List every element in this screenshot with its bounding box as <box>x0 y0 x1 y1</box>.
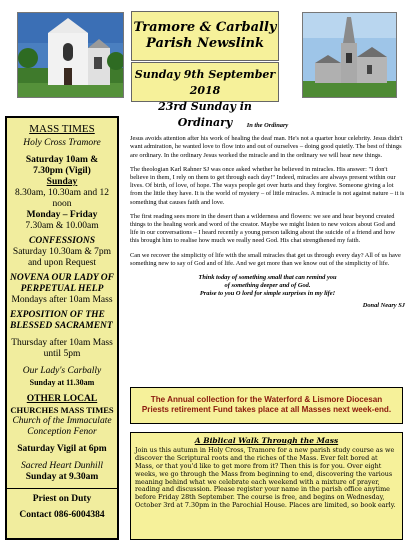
prayer-line-2: of something deeper and of God. <box>224 282 311 290</box>
church-holy-cross: Holy Cross Tramore <box>23 138 101 148</box>
reflection-article <box>130 122 405 310</box>
collection-notice <box>130 387 403 424</box>
novena-label: NOVENA OUR LADY OF PERPETUAL HELP <box>10 273 114 294</box>
immaculate-church: Church of the Immaculate Conception Fenor <box>12 416 112 437</box>
sunday-line: 23rd Sunday in Ordinary <box>158 100 252 129</box>
title-line-2: Parish Newslink <box>146 36 264 51</box>
church-image-right <box>303 13 397 98</box>
biblical-walk-body: Join us this autumn in Holy Cross, Tramore for a new parish study course as we discover the Scriptural roots and the riches of the Mass. Ever felt bored at Mass, or that you'd like to get more from it? Then this is for you. Over eight weeks, we go through the Mass from beginning to end, discovering the various meaning behind what we celebrate each weekend with a mixture of prayer, reading and discussion. Please register your name in the parish office anytime before Friday 28th September. The course is free, and begins on Wednesday, October 3rd at 7.30pm in the Parochial House. Places are limited, so book early. <box>135 445 396 510</box>
date-line: Sunday 9th September 2018 <box>134 68 276 97</box>
collection-line-1: The Annual collection for the Waterford & Lismore Diocesan <box>150 395 383 404</box>
exposition-times: Thursday after 10am Mass until 5pm <box>11 338 113 359</box>
confessions-label: CONFESSIONS <box>29 236 95 246</box>
church-photo-left <box>17 12 124 98</box>
weekday-times: 7.30am & 10.00am <box>25 221 99 231</box>
churches-label: CHURCHES MASS TIMES <box>10 405 114 415</box>
sunday-label: Sunday <box>46 177 78 187</box>
novena-times: Mondays after 10am Mass <box>11 295 113 305</box>
prayer-line-1: Think today of something small that can remind you <box>198 274 337 282</box>
newsletter-title <box>131 11 279 61</box>
carbally-label: Our Lady's Carbally <box>22 366 102 376</box>
reflection-paragraph-3: The first reading sees more in the desert than a wilderness and flowers: we see and hear beyond created things to the healing work and word of the creator. Maybe we might listen to new voices about God and life in our conversations – I heard recently a young person talking about the suicide of a friend and how this brought him to realise how much we really need God. His chat strengthened my faith. <box>130 212 396 245</box>
saturday-times: Saturday 10am & 7.30pm (Vigil) <box>25 155 99 176</box>
title-line-1: Tramore & Carbally <box>133 20 277 35</box>
carbally-time: Sunday at 11.30am <box>29 378 95 387</box>
other-local-label: OTHER LOCAL <box>26 394 98 404</box>
biblical-walk-notice <box>130 432 403 540</box>
reflection-paragraph-4: Can we recover the simplicity of life with the small miracles that get us through every day? All of us have something new to say of God and of life. And we get more than we know out of the simplicity of life. <box>130 251 401 267</box>
sidebar-divider <box>7 488 117 489</box>
saturday-vigil: Saturday Vigil at 6pm <box>17 444 107 454</box>
exposition-label: EXPOSITION OF THE BLESSED SACRAMENT <box>10 310 113 331</box>
church-photo-right <box>302 12 397 98</box>
biblical-walk-title: A Biblical Walk Through the Mass <box>194 436 339 445</box>
mass-times-sidebar <box>5 116 119 540</box>
weekday-label: Monday – Friday <box>26 210 98 220</box>
prayer-line-3: Praise to you O lord for simple surprises in my life! <box>199 290 336 298</box>
confessions-times: Saturday 10.30am & 7pm and upon Request <box>12 247 112 268</box>
sunday-times: 8.30am, 10.30am and 12 noon <box>15 188 109 209</box>
priest-contact: Contact 086-6004384 <box>19 510 105 520</box>
reflection-paragraph-1: Jesus avoids attention after his work of healing the deaf man. He's not a quarter hour celebrity. Jesus didn't want admiration, he wanted love to flow into and out of ourselves – doing good quietly. The best of things are ordinary. In the ordinary Jesus worked the miracle and in the ordinary we will hear new things. <box>130 135 403 159</box>
church-image-left <box>18 13 124 98</box>
reflection-paragraph-2: The theologian Karl Rahner SJ was once asked whether he believed in miracles. His answer: "I don't believe in them, I rely on them to get through each day!" Indeed, miracles are always present within our lives. Of birth, of love, of hope. The ways people get over hurts and they forgive. Someone giving a lot from the little they have. It is the world of mystery – of little miracles. A miracle is not against nature – it is something that causes faith and love. <box>130 165 405 206</box>
collection-line-2: Priests retirement Fund takes place at all Masses next week-end. <box>141 405 392 414</box>
mass-times-heading: MASS TIMES <box>29 123 95 135</box>
reflection-title: In the Ordinary <box>246 122 289 129</box>
reflection-author: Donal Neary SJ <box>362 301 405 309</box>
dunhill-church: Sacred Heart Dunhill <box>21 461 103 471</box>
priest-on-duty: Priest on Duty <box>32 494 92 504</box>
dunhill-time: Sunday at 9.30am <box>25 472 99 482</box>
